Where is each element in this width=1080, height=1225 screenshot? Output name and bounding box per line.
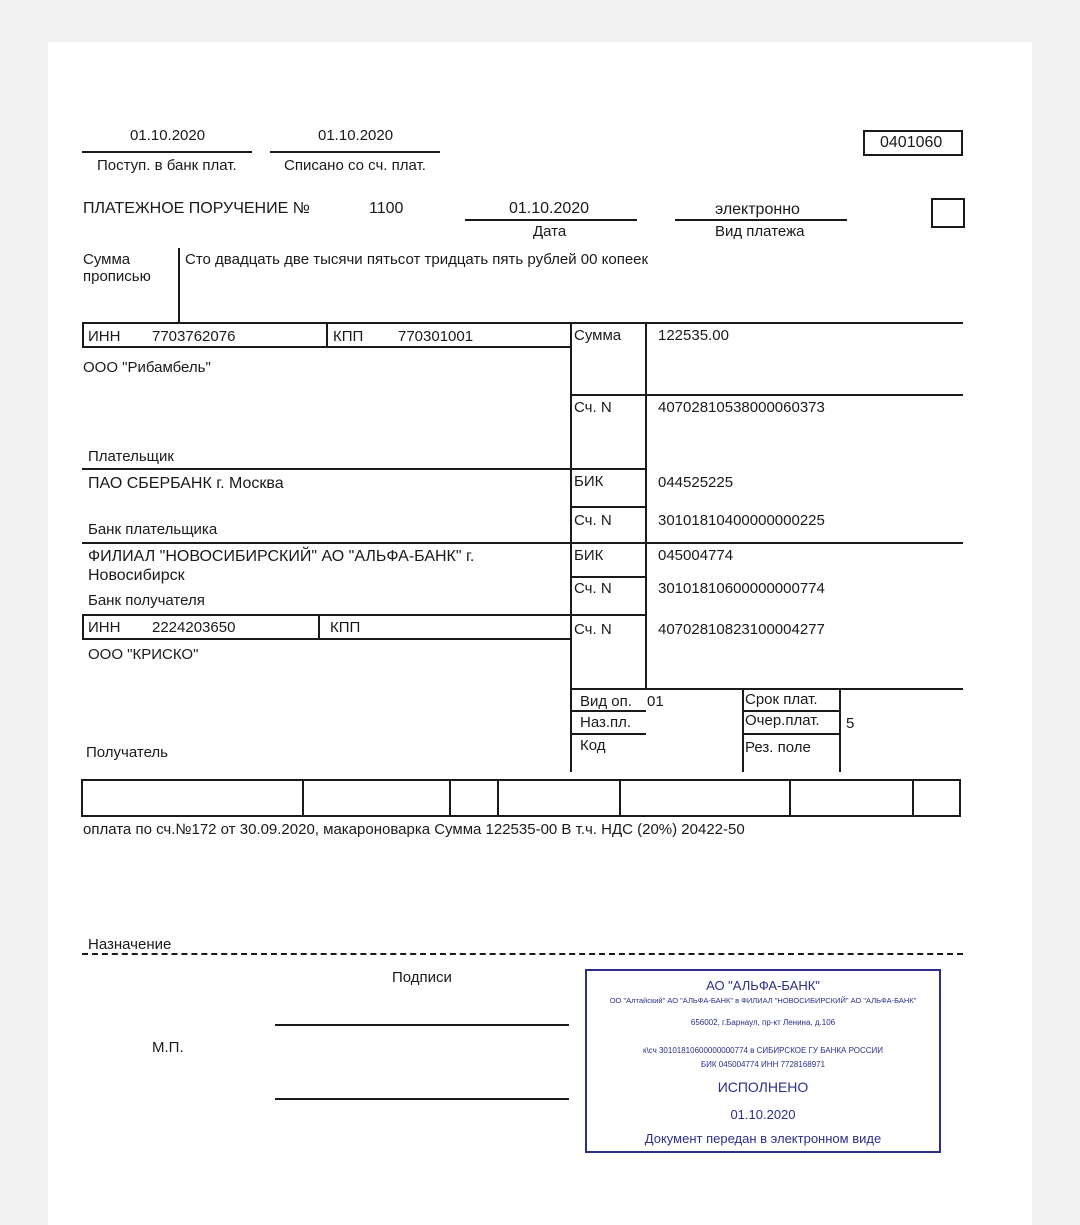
ocher-label: Очер.плат. bbox=[745, 712, 820, 729]
amount-words-text: Сто двадцать две тысячи пятьсот тридцать пять рублей 00 копеек bbox=[185, 251, 649, 268]
grid-line-acc1 bbox=[570, 394, 963, 396]
order-date-line bbox=[465, 219, 637, 221]
payee-bank-account-label: Сч. N bbox=[574, 580, 612, 597]
amount-label: Сумма bbox=[574, 327, 622, 344]
payee-inn-bottom bbox=[82, 638, 571, 640]
payee-inn-left bbox=[82, 614, 84, 640]
srok-label: Срок плат. bbox=[745, 691, 818, 708]
purpose-dashed-line bbox=[82, 953, 963, 955]
stamp-bank-name: АО "АЛЬФА-БАНК" bbox=[706, 978, 820, 993]
tax-cell-divider-1 bbox=[302, 779, 304, 817]
stamp-branch: ОО "Алтайский" АО "АЛЬФА-БАНК" в ФИЛИАЛ "НОВОСИБИРСКИЙ" АО "АЛЬФА-БАНК" bbox=[609, 996, 917, 1005]
tax-fields-row bbox=[81, 779, 961, 817]
kod-label: Код bbox=[580, 737, 606, 754]
bank-stamp bbox=[585, 969, 941, 1153]
tax-cell-divider-6 bbox=[912, 779, 914, 817]
signature-line-1 bbox=[275, 1024, 569, 1026]
corner-box bbox=[931, 198, 965, 228]
payer-account-label: Сч. N bbox=[574, 399, 612, 416]
payer-bank-bik: 044525225 bbox=[658, 474, 734, 491]
payer-kpp-divider bbox=[326, 322, 328, 348]
payer-bank-account: 30101810400000000225 bbox=[658, 512, 825, 529]
debited-date-line bbox=[270, 151, 440, 153]
payer-inn: 7703762076 bbox=[152, 328, 236, 345]
grid-line-op-top bbox=[570, 688, 963, 690]
payee-role-label: Получатель bbox=[86, 744, 168, 761]
payee-inn: 2224203650 bbox=[152, 619, 236, 636]
stamp-note: Документ передан в электронном виде bbox=[644, 1131, 882, 1146]
received-date-line bbox=[82, 151, 252, 153]
amount-value: 122535.00 bbox=[658, 327, 729, 344]
purpose-text: оплата по сч.№172 от 30.09.2020, макароноварка Сумма 122535-00 В т.ч. НДС (20%) 20422-50 bbox=[83, 821, 745, 838]
received-date: 01.10.2020 bbox=[130, 127, 206, 144]
stamp-bik-inn: БИК 045004774 ИНН 7728168971 bbox=[700, 1060, 826, 1069]
payment-type-label: Вид платежа bbox=[715, 223, 805, 240]
payer-bank-name: ПАО СБЕРБАНК г. Москва bbox=[88, 475, 284, 492]
grid-line-bik1 bbox=[570, 506, 646, 508]
stamp-status: ИСПОЛНЕНО bbox=[717, 1079, 809, 1095]
op-row-line-2 bbox=[570, 733, 646, 735]
vid-op-label: Вид оп. bbox=[580, 693, 632, 710]
payer-role-label: Плательщик bbox=[88, 448, 174, 465]
payer-bank-role-label: Банк плательщика bbox=[88, 521, 218, 538]
tax-cell-divider-4 bbox=[619, 779, 621, 817]
payer-inn-left bbox=[82, 322, 84, 348]
stamp-corr-account: к\сч 30101810600000000774 в СИБИРСКОЕ ГУ БАНКА РОССИИ bbox=[642, 1046, 884, 1055]
payee-account-label: Сч. N bbox=[574, 621, 612, 638]
grid-line-bik2 bbox=[570, 576, 646, 578]
order-date: 01.10.2020 bbox=[509, 200, 590, 217]
grid-line-payer-bottom bbox=[82, 468, 646, 470]
debited-label: Списано со сч. плат. bbox=[284, 157, 426, 174]
payee-inn-label: ИНН bbox=[88, 619, 121, 636]
payment-type: электронно bbox=[715, 201, 800, 218]
payer-inn-label: ИНН bbox=[88, 328, 121, 345]
payee-kpp-divider bbox=[318, 614, 320, 640]
op-col-divider-1 bbox=[742, 688, 744, 772]
stamp-address: 656002, г.Барнаул, пр-кт Ленина, д.106 bbox=[690, 1018, 836, 1027]
payee-bank-name-2: Новосибирск bbox=[88, 567, 185, 584]
order-number: 1100 bbox=[369, 200, 404, 217]
payer-account: 40702810538000060373 bbox=[658, 399, 825, 416]
signatures-label: Подписи bbox=[392, 969, 452, 986]
form-code: 0401060 bbox=[880, 134, 943, 151]
grid-line-top bbox=[82, 322, 963, 324]
payee-bank-name-1: ФИЛИАЛ "НОВОСИБИРСКИЙ" АО "АЛЬФА-БАНК" г. bbox=[88, 548, 475, 565]
grid-line-payee-inn-top bbox=[82, 614, 646, 616]
debited-date: 01.10.2020 bbox=[318, 127, 394, 144]
vid-op-value: 01 bbox=[647, 693, 664, 710]
op-col-divider-2 bbox=[839, 688, 841, 772]
tax-cell-divider-2 bbox=[449, 779, 451, 817]
signature-line-2 bbox=[275, 1098, 569, 1100]
payer-kpp: 770301001 bbox=[398, 328, 474, 345]
received-label: Поступ. в банк плат. bbox=[97, 157, 237, 174]
stamp-date: 01.10.2020 bbox=[730, 1107, 796, 1122]
grid-line-payer-bank-bottom bbox=[82, 542, 963, 544]
payer-kpp-label: КПП bbox=[333, 328, 364, 345]
payee-bank-bik: 045004774 bbox=[658, 547, 734, 564]
payee-account: 40702810823100004277 bbox=[658, 621, 825, 638]
ocher-value: 5 bbox=[846, 715, 855, 732]
amount-words-label-1: Сумма bbox=[83, 251, 131, 268]
payee-bank-account: 30101810600000000774 bbox=[658, 580, 825, 597]
tax-cell-divider-5 bbox=[789, 779, 791, 817]
mp-label: М.П. bbox=[152, 1039, 184, 1056]
payee-bank-role-label: Банк получателя bbox=[88, 592, 205, 609]
tax-cell-divider-3 bbox=[497, 779, 499, 817]
payer-bank-account-label: Сч. N bbox=[574, 512, 612, 529]
rez-label: Рез. поле bbox=[745, 739, 811, 756]
payment-type-line bbox=[675, 219, 847, 221]
amount-words-label-2: прописью bbox=[83, 268, 151, 285]
order-date-label: Дата bbox=[533, 223, 567, 240]
amount-words-divider bbox=[178, 248, 180, 322]
op-row-line-1 bbox=[570, 710, 646, 712]
payee-kpp-label: КПП bbox=[330, 619, 361, 636]
grid-col-1 bbox=[570, 322, 572, 772]
payer-bank-bik-label: БИК bbox=[574, 473, 604, 490]
payee-name: ООО "КРИСКО" bbox=[88, 646, 199, 663]
op-row-line-2b bbox=[742, 733, 840, 735]
naz-pl-label: Наз.пл. bbox=[580, 714, 632, 731]
document-title: ПЛАТЕЖНОЕ ПОРУЧЕНИЕ № bbox=[83, 200, 310, 217]
purpose-label: Назначение bbox=[88, 936, 172, 953]
payer-name: ООО "Рибамбель" bbox=[83, 359, 211, 376]
payee-bank-bik-label: БИК bbox=[574, 547, 604, 564]
payer-inn-bottom bbox=[82, 346, 571, 348]
